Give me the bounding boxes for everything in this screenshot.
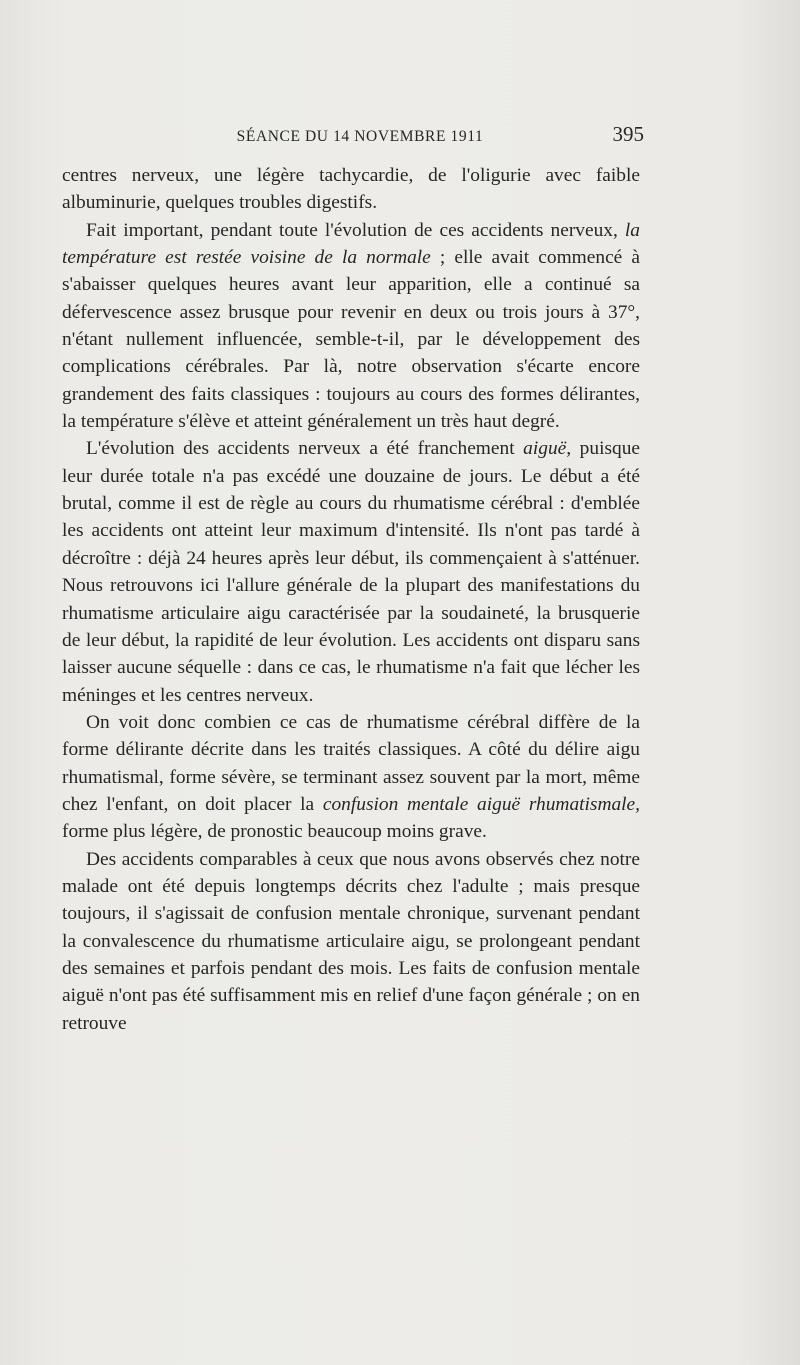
italic-segment: la température est restée voisine de la normale	[62, 219, 640, 269]
paragraph-3	[62, 435, 640, 708]
paragraph-4	[62, 709, 640, 846]
text-segment: On voit donc combien ce cas de rhumatisme cérébral diffère de la forme délirante décrite dans les traités classiques. A côté du délire aigu rhumatismal, forme sévère, se terminant assez souvent par la mort, même chez l'enfant, on doit placer la	[62, 711, 640, 815]
text-segment: puisque leur durée totale n'a pas excédé une douzaine de jours. Le début a été brutal, comme il est de règle au cours du rhumatisme cérébral : d'emblée les accidents ont atteint leur maximum d'intensité. Ils n'ont pas tardé à décroître : déjà 24 heures après leur début, ils commençaient à s'atténuer. Nous retrouvons ici l'allure générale de la plupart des manifestations du rhumatisme articulaire aigu caractérisée par la soudaineté, la brusquerie de leur début, la rapidité de leur évolution. Les accidents ont disparu sans laisser aucune séquelle : dans ce cas, le rhumatisme n'a fait que lécher les méninges et les centres nerveux.	[62, 438, 641, 706]
page-header	[62, 122, 644, 152]
body-text	[62, 162, 640, 1037]
italic-segment: aiguë,	[523, 438, 572, 460]
paragraph-1	[62, 162, 640, 217]
page-number: 395	[612, 122, 644, 146]
paragraph-5	[62, 846, 640, 1037]
text-segment: Des accidents comparables à ceux que nous avons observés chez notre malade ont été depuis longtemps décrits chez l'adulte ; mais presque toujours, il s'agissait de confusion mentale chronique, survenant pendant la convalescence du rhumatisme articulaire aigu, se prolongeant pendant des semaines et parfois pendant des mois. Les faits de confusion mentale aiguë n'ont pas été suffisamment mis en relief d'une façon générale ; on en retrouve	[62, 848, 640, 1034]
text-segment: forme plus légère, de pronostic beaucoup moins grave.	[62, 821, 487, 843]
text-segment: Fait important, pendant toute l'évolution de ces accidents nerveux,	[86, 219, 625, 241]
text-segment: L'évolution des accidents nerveux a été franchement	[86, 438, 524, 460]
paragraph-2	[62, 217, 640, 436]
running-head: SÉANCE DU 14 NOVEMBRE 1911	[236, 128, 484, 145]
text-segment: ; elle avait commencé à s'abaisser quelques heures avant leur apparition, elle a continué sa défervescence assez brusque pour revenir en deux ou trois jours à 37°, n'étant nullement influencée, semble-t-il, par le développement des complications cérébrales. Par là, notre observation s'écarte encore grandement des faits classiques : toujours au cours des formes délirantes, la température s'élève et atteint généralement un très haut degré.	[62, 247, 641, 433]
text-segment: centres nerveux, une légère tachycardie, de l'oligurie avec faible albuminurie, quelques troubles digestifs.	[62, 165, 640, 214]
italic-segment: confusion mentale aiguë rhumatismale,	[322, 793, 640, 815]
